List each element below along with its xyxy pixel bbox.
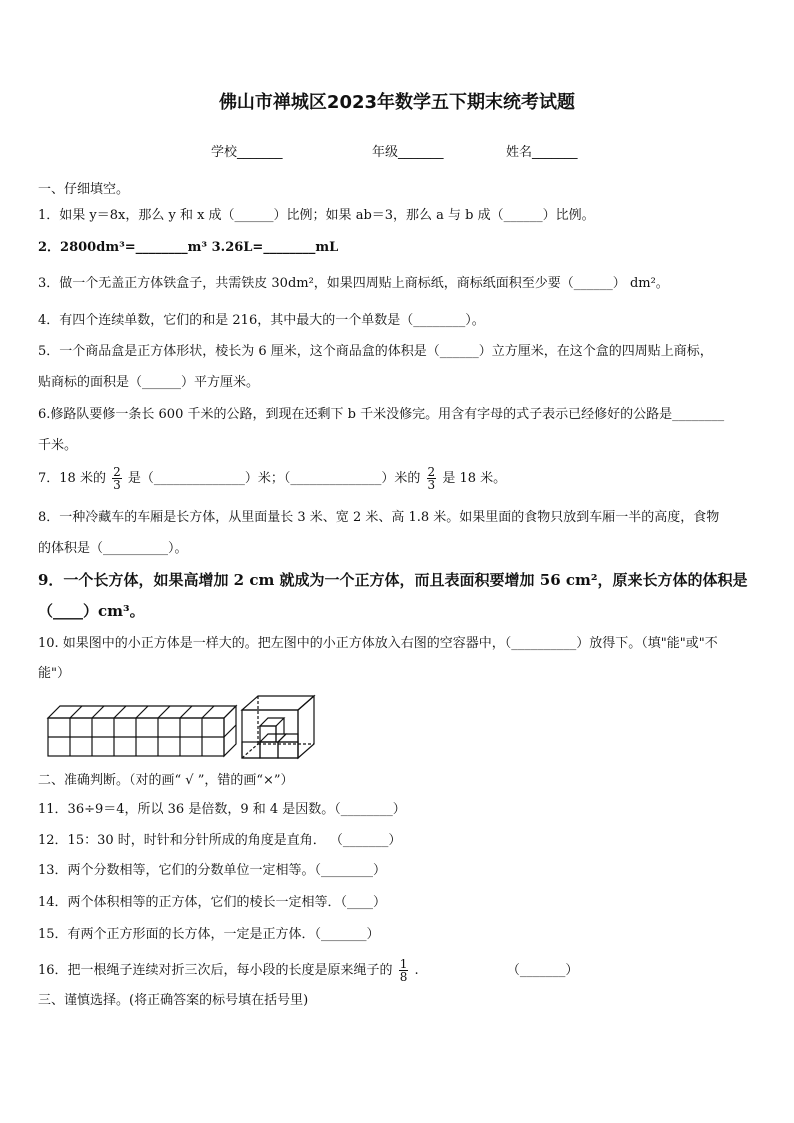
question-2: 2．2800dm³=________m³ 3.26L=________mL [38,240,339,255]
container-figure [238,692,318,762]
question-6-line-2: 千米。 [38,438,78,453]
section-2-heading: 二、准确判断。（对的画“ √ ”，错的画“×”） [38,773,294,788]
question-14: 14．两个体积相等的正方体，它们的棱长一定相等．（____） [38,895,387,910]
question-8-line-1: 8．一种冷藏车的车厢是长方体，从里面量长 3 米、宽 2 米、高 1.8 米。如果里面的食物只放到车厢一半的高度，食物 [38,510,720,525]
fraction-numerator: 2 [113,465,121,479]
question-7-part-3: 是 18 米。 [442,471,507,486]
question-16-part-2: . [414,963,419,978]
fraction-one-eighth [399,958,409,983]
fraction-denominator: 3 [113,478,121,492]
question-3: 3．做一个无盖正方体铁盒子，共需铁皮 30dm²，如果四周贴上商标纸，商标纸面积至少要（______） dm²。 [38,276,669,291]
question-11: 11．36÷9＝4，所以 36 是倍数，9 和 4 是因数。（________） [38,802,406,817]
name-field: 姓名_______ [506,145,578,160]
question-8-line-2: 的体积是（__________）。 [38,541,188,556]
question-4: 4．有四个连续单数，它们的和是 216，其中最大的一个单数是（________）。 [38,313,485,328]
question-9-line-1: 9．一个长方体，如果高增加 2 cm 就成为一个正方体，而且表面积要增加 56 cm²，原来长方体的体积是 [38,571,748,589]
fraction-numerator: 2 [427,465,436,479]
question-7-part-2: 是（______________）米；（______________）米的 [127,471,421,486]
cube-grid-figure [44,700,244,760]
question-7 [38,466,506,491]
section-1-heading: 一、仔细填空。 [38,182,130,197]
question-5-line-1: 5．一个商品盒是正方体形状，棱长为 6 厘米，这个商品盒的体积是（______）立方厘米，在这个盒的四周贴上商标， [38,344,713,359]
school-field: 学校_______ [211,145,283,160]
question-9-line-2: （____）cm³。 [38,602,145,620]
question-16-part-1: 16．把一根绳子连续对折三次后，每小段的长度是原来绳子的 [38,963,393,978]
question-10-line-1: 10. 如果图中的小正方体是一样大的。把左图中的小正方体放入右图的空容器中，（__________）放得下。（填"能"或"不 [38,636,718,651]
fraction-denominator: 3 [427,478,436,492]
fraction-two-thirds [427,466,437,491]
question-16-answer-blank: （_______） [506,963,579,978]
grade-field: 年级_______ [372,145,444,160]
question-5-line-2: 贴商标的面积是（______）平方厘米。 [38,375,260,390]
fraction-denominator: 8 [399,970,408,984]
question-16 [38,958,578,983]
question-7-part-1: 7．18 米的 [38,471,106,486]
question-6-line-1: 6.修路队要修一条长 600 千米的公路，到现在还剩下 b 千米没修完。用含有字母的式子表示已经修好的公路是________ [38,407,725,422]
question-15: 15．有两个正方形面的长方体，一定是正方体．（_______） [38,927,380,942]
section-3-heading: 三、谨慎选择。(将正确答案的标号填在括号里) [38,993,309,1008]
question-13: 13．两个分数相等，它们的分数单位一定相等。（________） [38,863,387,878]
fraction-two-thirds [112,466,122,491]
question-10-line-2: 能"） [38,666,70,681]
question-1: 1．如果 y＝8x，那么 y 和 x 成（______）比例；如果 ab＝3，那么 a 与 b 成（______）比例。 [38,208,595,223]
question-12: 12．15：30 时，时针和分针所成的角度是直角． （_______） [38,833,402,848]
page-title: 佛山市禅城区2023年数学五下期末统考试题 [218,92,576,113]
fraction-numerator: 1 [399,957,408,971]
